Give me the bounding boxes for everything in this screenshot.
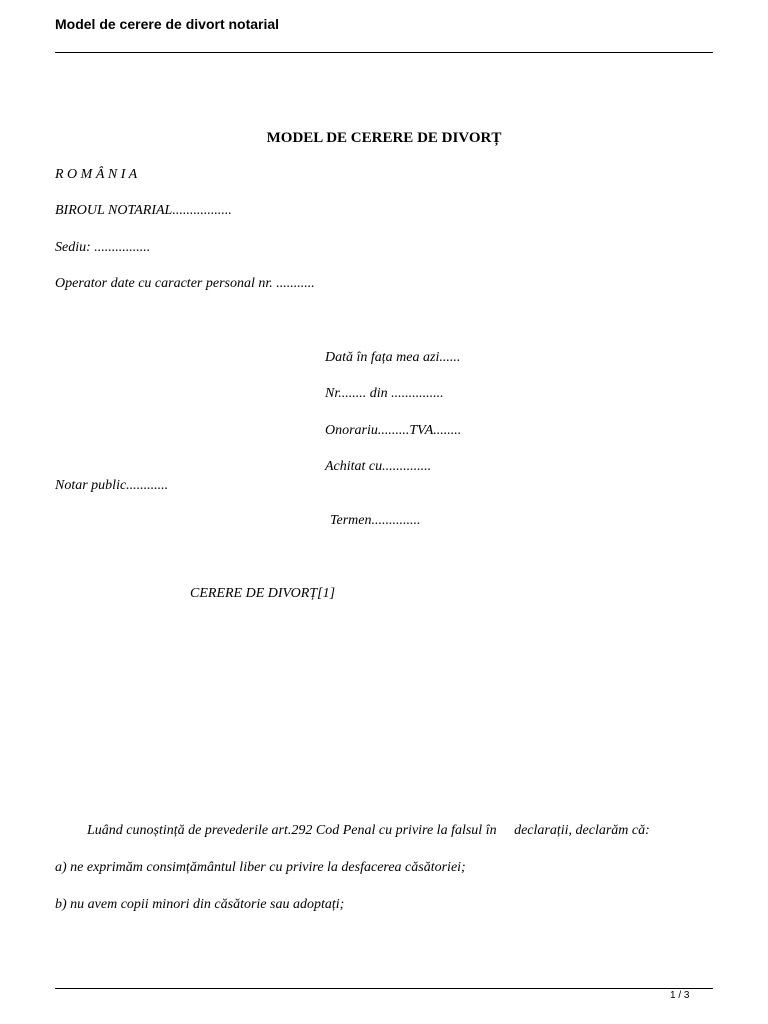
given-date-line: Dată în fața mea azi......	[325, 350, 461, 365]
seat-line: Sediu: ................	[55, 240, 151, 255]
operator-line: Operator date cu caracter personal nr. ...........	[55, 276, 315, 291]
request-title: CERERE DE DIVORȚ[1]	[190, 586, 336, 601]
page-header-title: Model de cerere de divort notarial	[55, 16, 280, 32]
page-number: 1 / 3	[670, 990, 690, 1001]
notary-public-line: Notar public............	[55, 478, 169, 493]
document-title: MODEL DE CERERE DE DIVORȚ	[266, 130, 502, 146]
header-divider	[55, 52, 713, 53]
term-line: Termen..............	[330, 513, 421, 528]
fee-line: Onorariu.........TVA........	[325, 423, 462, 438]
declaration-item-a: a) ne exprimăm consimțământul liber cu privire la desfacerea căsătoriei;	[55, 860, 466, 875]
country-line: R O M Â N I A	[55, 167, 138, 182]
declaration-intro: Luând cunoștință de prevederile art.292 Cod Penal cu privire la falsul în declarații, declarăm că:	[87, 823, 650, 838]
footer-divider	[55, 988, 713, 989]
registration-number-line: Nr........ din ...............	[325, 386, 444, 401]
declaration-item-b: b) nu avem copii minori din căsătorie sau adoptați;	[55, 897, 345, 912]
paid-line: Achitat cu..............	[325, 459, 432, 474]
notary-office-line: BIROUL NOTARIAL.................	[55, 203, 232, 218]
